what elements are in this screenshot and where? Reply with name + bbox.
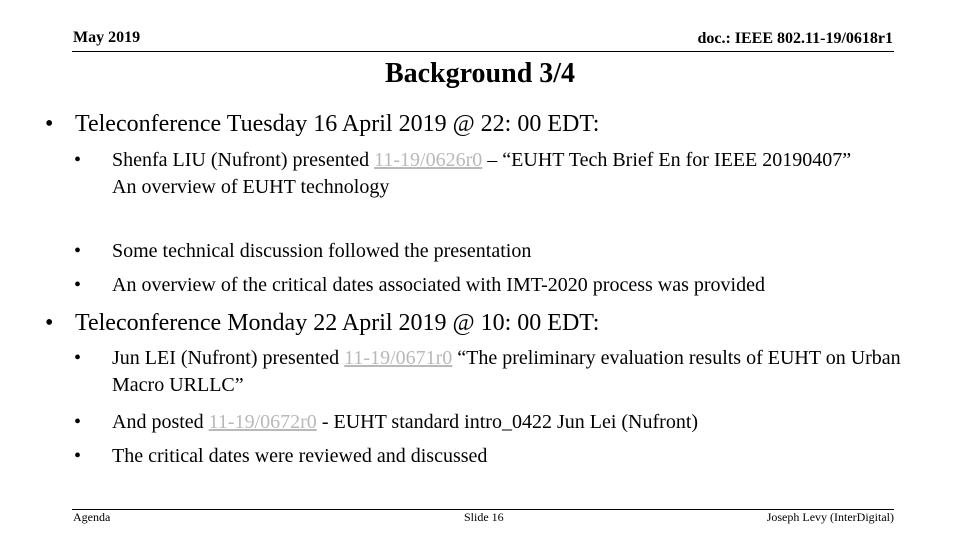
- footer-left: Agenda: [73, 510, 111, 524]
- bullet-text: Teleconference Tuesday 16 April 2019 @ 22: 00 EDT:: [75, 111, 600, 137]
- bullet-dot: •: [74, 149, 82, 171]
- sub-bullet-text: And posted: [112, 411, 209, 433]
- sub-bullet-text: “The preliminary evaluation results of EUHT on Urban Macro URLLC”: [112, 347, 901, 396]
- bullet-dot: •: [45, 310, 54, 336]
- sub-bullet-text: Jun LEI (Nufront) presented: [112, 347, 345, 369]
- bullet-dot: •: [74, 411, 82, 433]
- sub-bullet-text: An overview of EUHT technology: [112, 176, 390, 198]
- bullet-text: Teleconference Monday 22 April 2019 @ 10: 00 EDT:: [75, 310, 600, 336]
- bullet-teleconference-2: [45, 308, 599, 338]
- bullet-dot: •: [74, 445, 82, 467]
- bullet-dot: •: [45, 111, 54, 137]
- header-date: May 2019: [73, 29, 141, 46]
- slide-title: Background 3/4: [384, 58, 576, 89]
- doc-link-0672r0[interactable]: 11-19/0672r0: [208, 411, 317, 433]
- sub-bullet-text: Shenfa LIU (Nufront) presented: [112, 149, 375, 171]
- bullet-dot: •: [74, 274, 82, 296]
- doc-link-0626r0[interactable]: 11-19/0626r0: [374, 149, 483, 171]
- footer-author: Joseph Levy (InterDigital): [766, 510, 894, 524]
- sub-bullet-text: - EUHT standard intro_0422 Jun Lei (Nufront): [316, 411, 699, 433]
- doc-link-0671r0[interactable]: 11-19/0671r0: [344, 347, 453, 369]
- header-doc-id: doc.: IEEE 802.11-19/0618r1: [697, 30, 893, 47]
- bullet-dot: •: [74, 347, 82, 369]
- sub-bullet-text: The critical dates were reviewed and discussed: [112, 445, 488, 467]
- sub-bullet-text: An overview of the critical dates associated with IMT-2020 process was provided: [112, 274, 765, 296]
- header-rule: [72, 51, 894, 52]
- sub-bullet-text: – “EUHT Tech Brief En for IEEE 20190407”: [482, 149, 852, 171]
- bullet-teleconference-1: [45, 109, 599, 139]
- footer-slide-number: Slide 16: [464, 510, 504, 524]
- sub-bullet-text: Some technical discussion followed the presentation: [112, 240, 532, 262]
- bullet-dot: •: [74, 240, 82, 262]
